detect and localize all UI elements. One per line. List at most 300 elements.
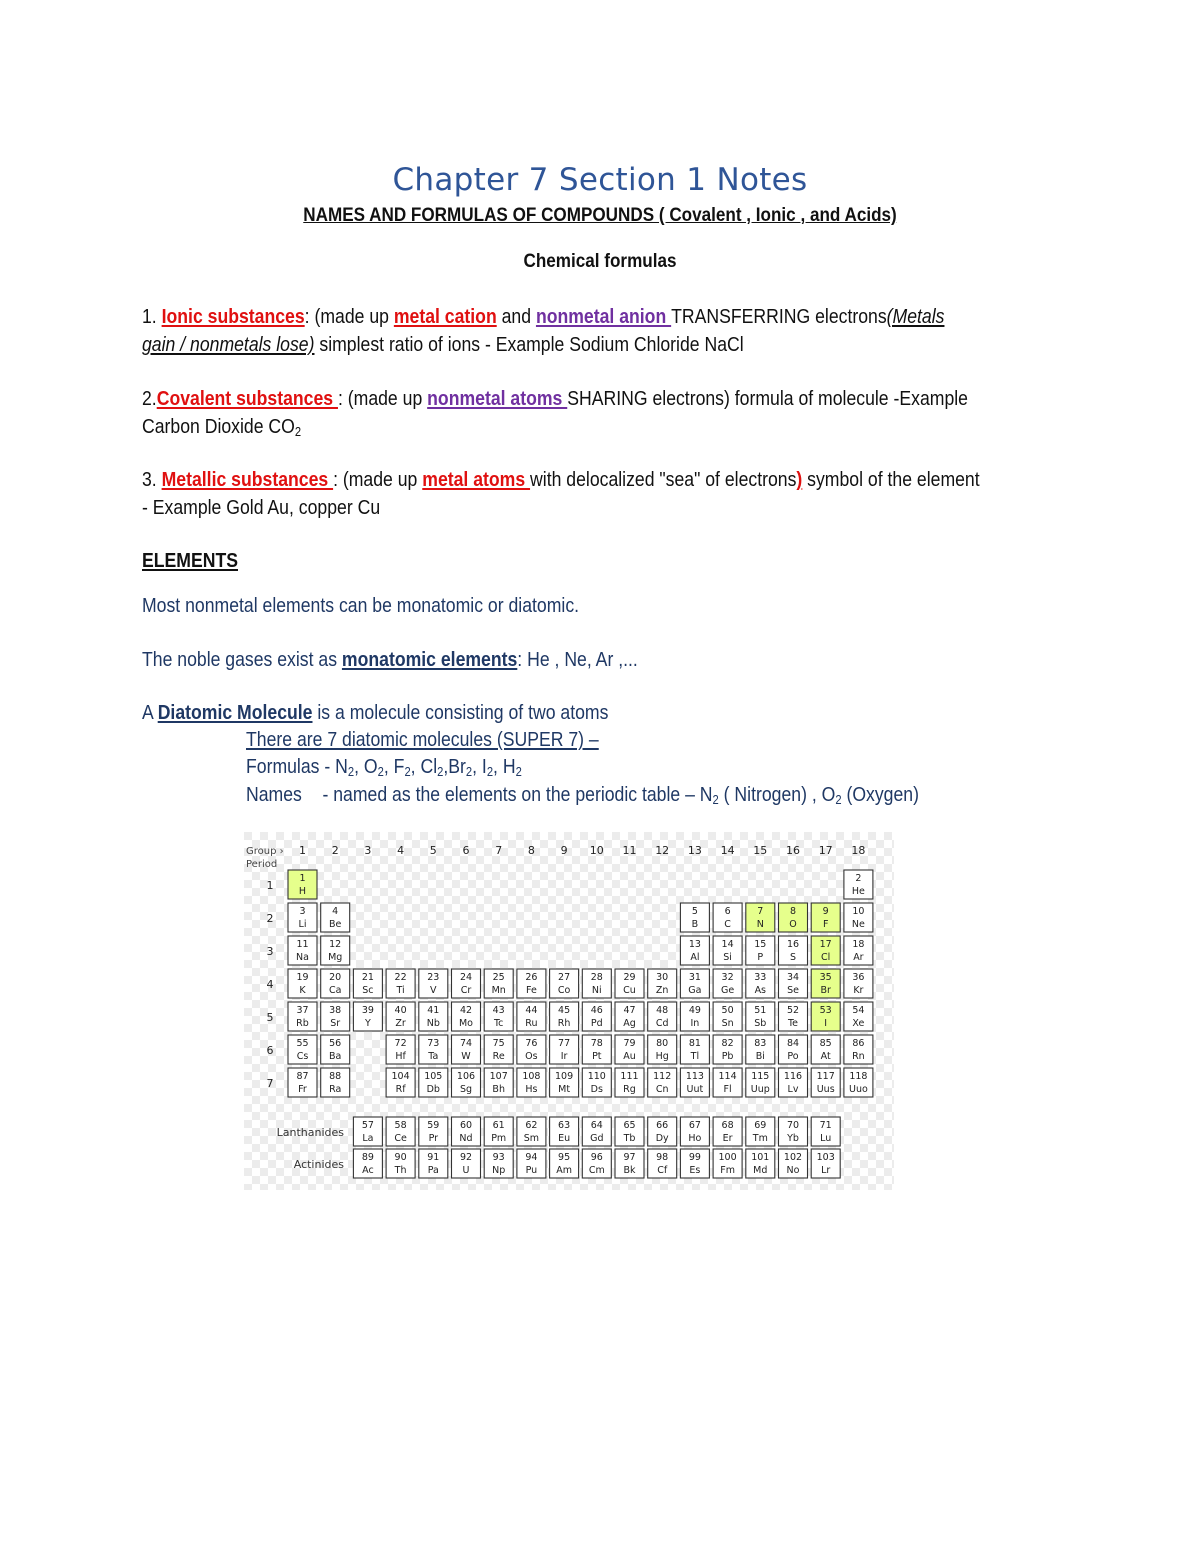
checker-bg-tile bbox=[644, 944, 652, 952]
checker-bg-tile bbox=[708, 1184, 716, 1190]
checker-bg-tile bbox=[388, 864, 396, 872]
checker-bg-tile bbox=[356, 1040, 364, 1048]
checker-bg-tile bbox=[708, 1104, 716, 1112]
checker-bg-tile bbox=[564, 880, 572, 888]
super7-line: There are 7 diatomic molecules (SUPER 7) – bbox=[246, 728, 599, 751]
checker-bg-tile bbox=[372, 944, 380, 952]
checker-bg-tile bbox=[892, 984, 894, 992]
element-number: 91 bbox=[427, 1152, 440, 1163]
checker-bg-tile bbox=[748, 888, 756, 896]
checker-bg-tile bbox=[420, 944, 428, 952]
element-number: 61 bbox=[492, 1120, 505, 1131]
subscript: 2 bbox=[294, 424, 302, 439]
formula-separator: , bbox=[443, 755, 449, 778]
metallic-paren: ) bbox=[796, 468, 803, 491]
element-number: 9 bbox=[822, 906, 829, 917]
element-symbol: Rg bbox=[623, 1084, 636, 1095]
group-label: Group › bbox=[246, 846, 284, 857]
checker-bg-tile bbox=[492, 904, 500, 912]
element-symbol: Te bbox=[787, 1018, 799, 1029]
checker-bg-tile bbox=[724, 864, 732, 872]
checker-bg-tile bbox=[404, 960, 412, 968]
formula-symbol: Br bbox=[448, 755, 466, 778]
checker-bg-tile bbox=[460, 904, 468, 912]
checker-bg-tile bbox=[364, 952, 372, 960]
checker-bg-tile bbox=[860, 1144, 868, 1152]
checker-bg-tile bbox=[876, 1160, 884, 1168]
element-symbol: Ds bbox=[590, 1084, 603, 1095]
checker-bg-tile bbox=[612, 912, 620, 920]
checker-bg-tile bbox=[316, 1112, 324, 1120]
checker-bg-tile bbox=[516, 928, 524, 936]
checker-bg-tile bbox=[548, 1104, 556, 1112]
checker-bg-tile bbox=[356, 1072, 364, 1080]
checker-bg-tile bbox=[780, 872, 788, 880]
element-symbol: Pu bbox=[525, 1165, 538, 1176]
formula-symbol: N bbox=[335, 755, 348, 778]
checker-bg-tile bbox=[364, 904, 372, 912]
checker-bg-tile bbox=[276, 1024, 284, 1032]
checker-bg-tile bbox=[884, 1088, 892, 1096]
checker-bg-tile bbox=[596, 864, 604, 872]
checker-bg-tile bbox=[436, 896, 444, 904]
element-symbol: Xe bbox=[852, 1018, 865, 1029]
checker-bg-tile bbox=[876, 920, 884, 928]
element-symbol: O bbox=[789, 919, 797, 930]
formula-symbol: H bbox=[502, 755, 516, 778]
checker-bg-tile bbox=[260, 1104, 268, 1112]
ionic-number: 1. bbox=[142, 305, 162, 328]
checker-bg-tile bbox=[516, 832, 524, 840]
checker-bg-tile bbox=[788, 1184, 796, 1190]
checker-bg-tile bbox=[260, 960, 268, 968]
element-symbol: Uup bbox=[750, 1084, 770, 1095]
checker-bg-tile bbox=[540, 920, 548, 928]
checker-bg-tile bbox=[836, 880, 844, 888]
checker-bg-tile bbox=[484, 928, 492, 936]
checker-bg-tile bbox=[356, 1056, 364, 1064]
checker-bg-tile bbox=[340, 832, 348, 840]
checker-bg-tile bbox=[612, 832, 620, 840]
checker-bg-tile bbox=[764, 856, 772, 864]
checker-bg-tile bbox=[652, 952, 660, 960]
checker-bg-tile bbox=[732, 872, 740, 880]
element-number: 62 bbox=[525, 1120, 538, 1131]
element-number: 54 bbox=[852, 1005, 865, 1016]
noble-text: The noble gases exist as bbox=[142, 648, 342, 671]
checker-bg-tile bbox=[500, 864, 508, 872]
element-number: 2 bbox=[855, 873, 862, 884]
checker-bg-tile bbox=[612, 928, 620, 936]
checker-bg-tile bbox=[596, 880, 604, 888]
checker-bg-tile bbox=[244, 1072, 252, 1080]
checker-bg-tile bbox=[428, 952, 436, 960]
element-symbol: Fr bbox=[298, 1084, 307, 1095]
checker-bg-tile bbox=[868, 1152, 876, 1160]
checker-bg-tile bbox=[396, 952, 404, 960]
checker-bg-tile bbox=[716, 888, 724, 896]
checker-bg-tile bbox=[532, 896, 540, 904]
checker-bg-tile bbox=[420, 960, 428, 968]
checker-bg-tile bbox=[540, 888, 548, 896]
checker-bg-tile bbox=[348, 872, 356, 880]
element-symbol: Rh bbox=[557, 1018, 571, 1029]
checker-bg-tile bbox=[788, 880, 796, 888]
checker-bg-tile bbox=[516, 896, 524, 904]
checker-bg-tile bbox=[484, 1184, 492, 1190]
checker-bg-tile bbox=[284, 1112, 292, 1120]
checker-bg-tile bbox=[324, 880, 332, 888]
element-symbol: Cf bbox=[657, 1165, 668, 1176]
checker-bg-tile bbox=[356, 912, 364, 920]
checker-bg-tile bbox=[492, 872, 500, 880]
element-symbol: C bbox=[724, 919, 731, 930]
checker-bg-tile bbox=[652, 872, 660, 880]
checker-bg-tile bbox=[844, 856, 852, 864]
checker-bg-tile bbox=[468, 960, 476, 968]
checker-bg-tile bbox=[436, 848, 444, 856]
checker-bg-tile bbox=[388, 944, 396, 952]
metallic-example: - Example Gold Au, copper Cu bbox=[142, 496, 381, 519]
element-number: 113 bbox=[685, 1071, 704, 1082]
checker-bg-tile bbox=[724, 880, 732, 888]
checker-bg-tile bbox=[252, 1000, 260, 1008]
checker-bg-tile bbox=[620, 920, 628, 928]
checker-bg-tile bbox=[380, 872, 388, 880]
checker-bg-tile bbox=[524, 920, 532, 928]
checker-bg-tile bbox=[428, 904, 436, 912]
element-symbol: Fm bbox=[720, 1165, 735, 1176]
checker-bg-tile bbox=[636, 888, 644, 896]
checker-bg-tile bbox=[372, 1104, 380, 1112]
checker-bg-tile bbox=[380, 856, 388, 864]
element-symbol: W bbox=[461, 1051, 471, 1062]
checker-bg-tile bbox=[628, 944, 636, 952]
element-number: 56 bbox=[329, 1038, 342, 1049]
element-symbol: Ta bbox=[428, 1051, 439, 1062]
checker-bg-tile bbox=[268, 1128, 276, 1136]
element-number: 13 bbox=[688, 939, 701, 950]
element-number: 45 bbox=[558, 1005, 571, 1016]
element-symbol: Hf bbox=[395, 1051, 406, 1062]
checker-bg-tile bbox=[388, 1104, 396, 1112]
element-symbol: Bk bbox=[623, 1165, 636, 1176]
checker-bg-tile bbox=[892, 856, 894, 864]
element-symbol: Mt bbox=[558, 1084, 571, 1095]
checker-bg-tile bbox=[884, 928, 892, 936]
checker-bg-tile bbox=[852, 1104, 860, 1112]
checker-bg-tile bbox=[572, 952, 580, 960]
checker-bg-tile bbox=[556, 904, 564, 912]
checker-bg-tile bbox=[892, 1000, 894, 1008]
checker-bg-tile bbox=[444, 888, 452, 896]
checker-bg-tile bbox=[580, 912, 588, 920]
element-number: 41 bbox=[427, 1005, 440, 1016]
covalent-term: Covalent substances bbox=[156, 387, 338, 410]
checker-bg-tile bbox=[892, 968, 894, 976]
period-number: 6 bbox=[266, 1044, 274, 1057]
checker-bg-tile bbox=[844, 1128, 852, 1136]
checker-bg-tile bbox=[596, 1184, 604, 1190]
element-number: 75 bbox=[492, 1038, 505, 1049]
checker-bg-tile bbox=[532, 880, 540, 888]
checker-bg-tile bbox=[772, 832, 780, 840]
checker-bg-tile bbox=[660, 960, 668, 968]
checker-bg-tile bbox=[452, 848, 460, 856]
element-number: 87 bbox=[296, 1071, 309, 1082]
checker-bg-tile bbox=[292, 1184, 300, 1190]
monatomic-elements-term: monatomic elements bbox=[341, 648, 518, 671]
period-label: Period bbox=[246, 859, 278, 870]
covalent-text: : (made up bbox=[337, 387, 428, 410]
checker-bg-tile bbox=[436, 1184, 444, 1190]
checker-bg-tile bbox=[836, 1184, 844, 1190]
elements-heading: ELEMENTS bbox=[142, 549, 238, 572]
checker-bg-tile bbox=[436, 880, 444, 888]
checker-bg-tile bbox=[460, 856, 468, 864]
checker-bg-tile bbox=[884, 1104, 892, 1112]
element-symbol: Sr bbox=[330, 1018, 341, 1029]
checker-bg-tile bbox=[548, 944, 556, 952]
checker-bg-tile bbox=[252, 968, 260, 976]
checker-bg-tile bbox=[804, 832, 812, 840]
checker-bg-tile bbox=[396, 936, 404, 944]
element-symbol: Sg bbox=[459, 1084, 473, 1095]
checker-bg-tile bbox=[876, 856, 884, 864]
element-symbol: Bh bbox=[492, 1084, 505, 1095]
checker-bg-tile bbox=[396, 856, 404, 864]
checker-bg-tile bbox=[876, 1144, 884, 1152]
checker-bg-tile bbox=[884, 912, 892, 920]
checker-bg-tile bbox=[852, 1136, 860, 1144]
element-number: 19 bbox=[296, 972, 309, 983]
checker-bg-tile bbox=[692, 1104, 700, 1112]
element-number: 68 bbox=[721, 1120, 734, 1131]
checker-bg-tile bbox=[612, 896, 620, 904]
checker-bg-tile bbox=[868, 1168, 876, 1176]
checker-bg-tile bbox=[276, 1072, 284, 1080]
checker-bg-tile bbox=[860, 1128, 868, 1136]
checker-bg-tile bbox=[252, 1080, 260, 1088]
checker-bg-tile bbox=[652, 920, 660, 928]
checker-bg-tile bbox=[412, 904, 420, 912]
checker-bg-tile bbox=[404, 944, 412, 952]
element-symbol: Zn bbox=[655, 985, 669, 996]
checker-bg-tile bbox=[572, 888, 580, 896]
metal-cation-term: metal cation bbox=[393, 305, 497, 328]
checker-bg-tile bbox=[260, 1024, 268, 1032]
checker-bg-tile bbox=[692, 864, 700, 872]
element-number: 96 bbox=[590, 1152, 603, 1163]
checker-bg-tile bbox=[404, 864, 412, 872]
checker-bg-tile bbox=[412, 840, 420, 848]
checker-bg-tile bbox=[892, 1096, 894, 1104]
checker-bg-tile bbox=[268, 1176, 276, 1184]
checker-bg-tile bbox=[492, 856, 500, 864]
checker-bg-tile bbox=[268, 1160, 276, 1168]
element-symbol: Ho bbox=[688, 1133, 702, 1144]
covalent-example: Carbon Dioxide CO bbox=[142, 415, 295, 438]
checker-bg-tile bbox=[244, 1024, 252, 1032]
period-number: 3 bbox=[266, 945, 274, 958]
checker-bg-tile bbox=[324, 1184, 332, 1190]
checker-bg-tile bbox=[500, 944, 508, 952]
checker-bg-tile bbox=[580, 960, 588, 968]
subscript: 2 bbox=[712, 792, 719, 807]
checker-bg-tile bbox=[796, 872, 804, 880]
checker-bg-tile bbox=[540, 936, 548, 944]
checker-bg-tile bbox=[308, 1184, 316, 1190]
element-number: 107 bbox=[489, 1071, 508, 1082]
element-number: 47 bbox=[623, 1005, 636, 1016]
checker-bg-tile bbox=[612, 960, 620, 968]
checker-bg-tile bbox=[244, 976, 252, 984]
checker-bg-tile bbox=[244, 960, 252, 968]
checker-bg-tile bbox=[524, 856, 532, 864]
checker-bg-tile bbox=[420, 928, 428, 936]
checker-bg-tile bbox=[284, 840, 292, 848]
checker-bg-tile bbox=[892, 904, 894, 912]
checker-bg-tile bbox=[380, 936, 388, 944]
checker-bg-tile bbox=[276, 912, 284, 920]
checker-bg-tile bbox=[372, 832, 380, 840]
checker-bg-tile bbox=[396, 920, 404, 928]
checker-bg-tile bbox=[388, 832, 396, 840]
checker-bg-tile bbox=[252, 904, 260, 912]
checker-bg-tile bbox=[500, 896, 508, 904]
checker-bg-tile bbox=[244, 1136, 252, 1144]
element-symbol: Yb bbox=[787, 1133, 799, 1144]
element-symbol: Cl bbox=[821, 952, 831, 963]
checker-bg-tile bbox=[244, 1088, 252, 1096]
element-symbol: Ir bbox=[560, 1051, 568, 1062]
checker-bg-tile bbox=[884, 1072, 892, 1080]
checker-bg-tile bbox=[788, 1104, 796, 1112]
element-symbol: Cs bbox=[296, 1051, 309, 1062]
element-number: 10 bbox=[852, 906, 865, 917]
checker-bg-tile bbox=[580, 928, 588, 936]
element-symbol: Pm bbox=[491, 1133, 507, 1144]
checker-bg-tile bbox=[372, 928, 380, 936]
checker-bg-tile bbox=[628, 912, 636, 920]
element-symbol: Ca bbox=[328, 985, 342, 996]
checker-bg-tile bbox=[372, 1072, 380, 1080]
checker-bg-tile bbox=[468, 896, 476, 904]
checker-bg-tile bbox=[804, 1104, 812, 1112]
checker-bg-tile bbox=[244, 1008, 252, 1016]
element-symbol: Er bbox=[722, 1133, 733, 1144]
subscript: 2 bbox=[515, 764, 522, 779]
checker-bg-tile bbox=[356, 1184, 364, 1190]
element-symbol: Ac bbox=[362, 1165, 374, 1176]
checker-bg-tile bbox=[420, 896, 428, 904]
element-number: 12 bbox=[329, 939, 342, 950]
checker-bg-tile bbox=[356, 880, 364, 888]
checker-bg-tile bbox=[740, 1184, 748, 1190]
checker-bg-tile bbox=[564, 1104, 572, 1112]
checker-bg-tile bbox=[596, 928, 604, 936]
checker-bg-tile bbox=[260, 928, 268, 936]
checker-bg-tile bbox=[340, 1104, 348, 1112]
element-number: 102 bbox=[783, 1152, 803, 1163]
checker-bg-tile bbox=[892, 1016, 894, 1024]
checker-bg-tile bbox=[436, 960, 444, 968]
formula-symbol: Cl bbox=[420, 755, 438, 778]
checker-bg-tile bbox=[252, 920, 260, 928]
element-number: 42 bbox=[459, 1005, 473, 1016]
checker-bg-tile bbox=[716, 856, 724, 864]
checker-bg-tile bbox=[596, 912, 604, 920]
checker-bg-tile bbox=[356, 1104, 364, 1112]
names-text: ( Nitrogen) , O bbox=[718, 783, 836, 806]
element-symbol: Ti bbox=[396, 985, 405, 996]
checker-bg-tile bbox=[332, 1112, 340, 1120]
checker-bg-tile bbox=[788, 864, 796, 872]
subscript: 2 bbox=[835, 792, 842, 807]
checker-bg-tile bbox=[356, 848, 364, 856]
checker-bg-tile bbox=[628, 928, 636, 936]
checker-bg-tile bbox=[588, 952, 596, 960]
checker-bg-tile bbox=[436, 832, 444, 840]
element-number: 90 bbox=[394, 1152, 407, 1163]
metallic-number: 3. bbox=[142, 468, 162, 491]
checker-bg-tile bbox=[588, 936, 596, 944]
checker-bg-tile bbox=[476, 920, 484, 928]
metallic-text: : (made up bbox=[333, 468, 423, 491]
lanthanides-label: Lanthanides bbox=[276, 1126, 344, 1139]
ionic-text: TRANSFERRING electrons bbox=[671, 305, 887, 328]
checker-bg-tile bbox=[628, 1184, 636, 1190]
group-number: 14 bbox=[720, 844, 735, 857]
checker-bg-tile bbox=[828, 888, 836, 896]
element-symbol: Ag bbox=[623, 1018, 636, 1029]
checker-bg-tile bbox=[484, 880, 492, 888]
checker-bg-tile bbox=[756, 864, 764, 872]
element-number: 98 bbox=[656, 1152, 669, 1163]
element-symbol: Sm bbox=[523, 1133, 540, 1144]
checker-bg-tile bbox=[428, 936, 436, 944]
checker-bg-tile bbox=[532, 928, 540, 936]
checker-bg-tile bbox=[420, 1104, 428, 1112]
checker-bg-tile bbox=[388, 1184, 396, 1190]
element-number: 77 bbox=[558, 1038, 571, 1049]
checker-bg-tile bbox=[492, 920, 500, 928]
checker-bg-tile bbox=[828, 872, 836, 880]
covalent-number: 2. bbox=[142, 387, 157, 410]
subscript: 2 bbox=[347, 764, 355, 779]
checker-bg-tile bbox=[380, 888, 388, 896]
group-number: 1 bbox=[299, 844, 306, 857]
checker-bg-tile bbox=[484, 944, 492, 952]
checker-bg-tile bbox=[316, 1144, 324, 1152]
checker-bg-tile bbox=[676, 1184, 684, 1190]
checker-bg-tile bbox=[876, 1032, 884, 1040]
page-title: Chapter 7 Section 1 Notes bbox=[392, 162, 808, 198]
checker-bg-tile bbox=[380, 840, 388, 848]
element-symbol: He bbox=[851, 886, 865, 897]
element-number: 52 bbox=[786, 1005, 800, 1016]
checker-bg-tile bbox=[604, 856, 612, 864]
checker-bg-tile bbox=[556, 936, 564, 944]
formula-separator: , bbox=[493, 755, 503, 778]
group-number: 5 bbox=[429, 844, 437, 857]
checker-bg-tile bbox=[252, 952, 260, 960]
checker-bg-tile bbox=[564, 928, 572, 936]
element-number: 105 bbox=[424, 1071, 443, 1082]
element-symbol: Tl bbox=[690, 1051, 700, 1062]
ionic-term: Ionic substances bbox=[161, 305, 305, 328]
checker-bg-tile bbox=[260, 1056, 268, 1064]
